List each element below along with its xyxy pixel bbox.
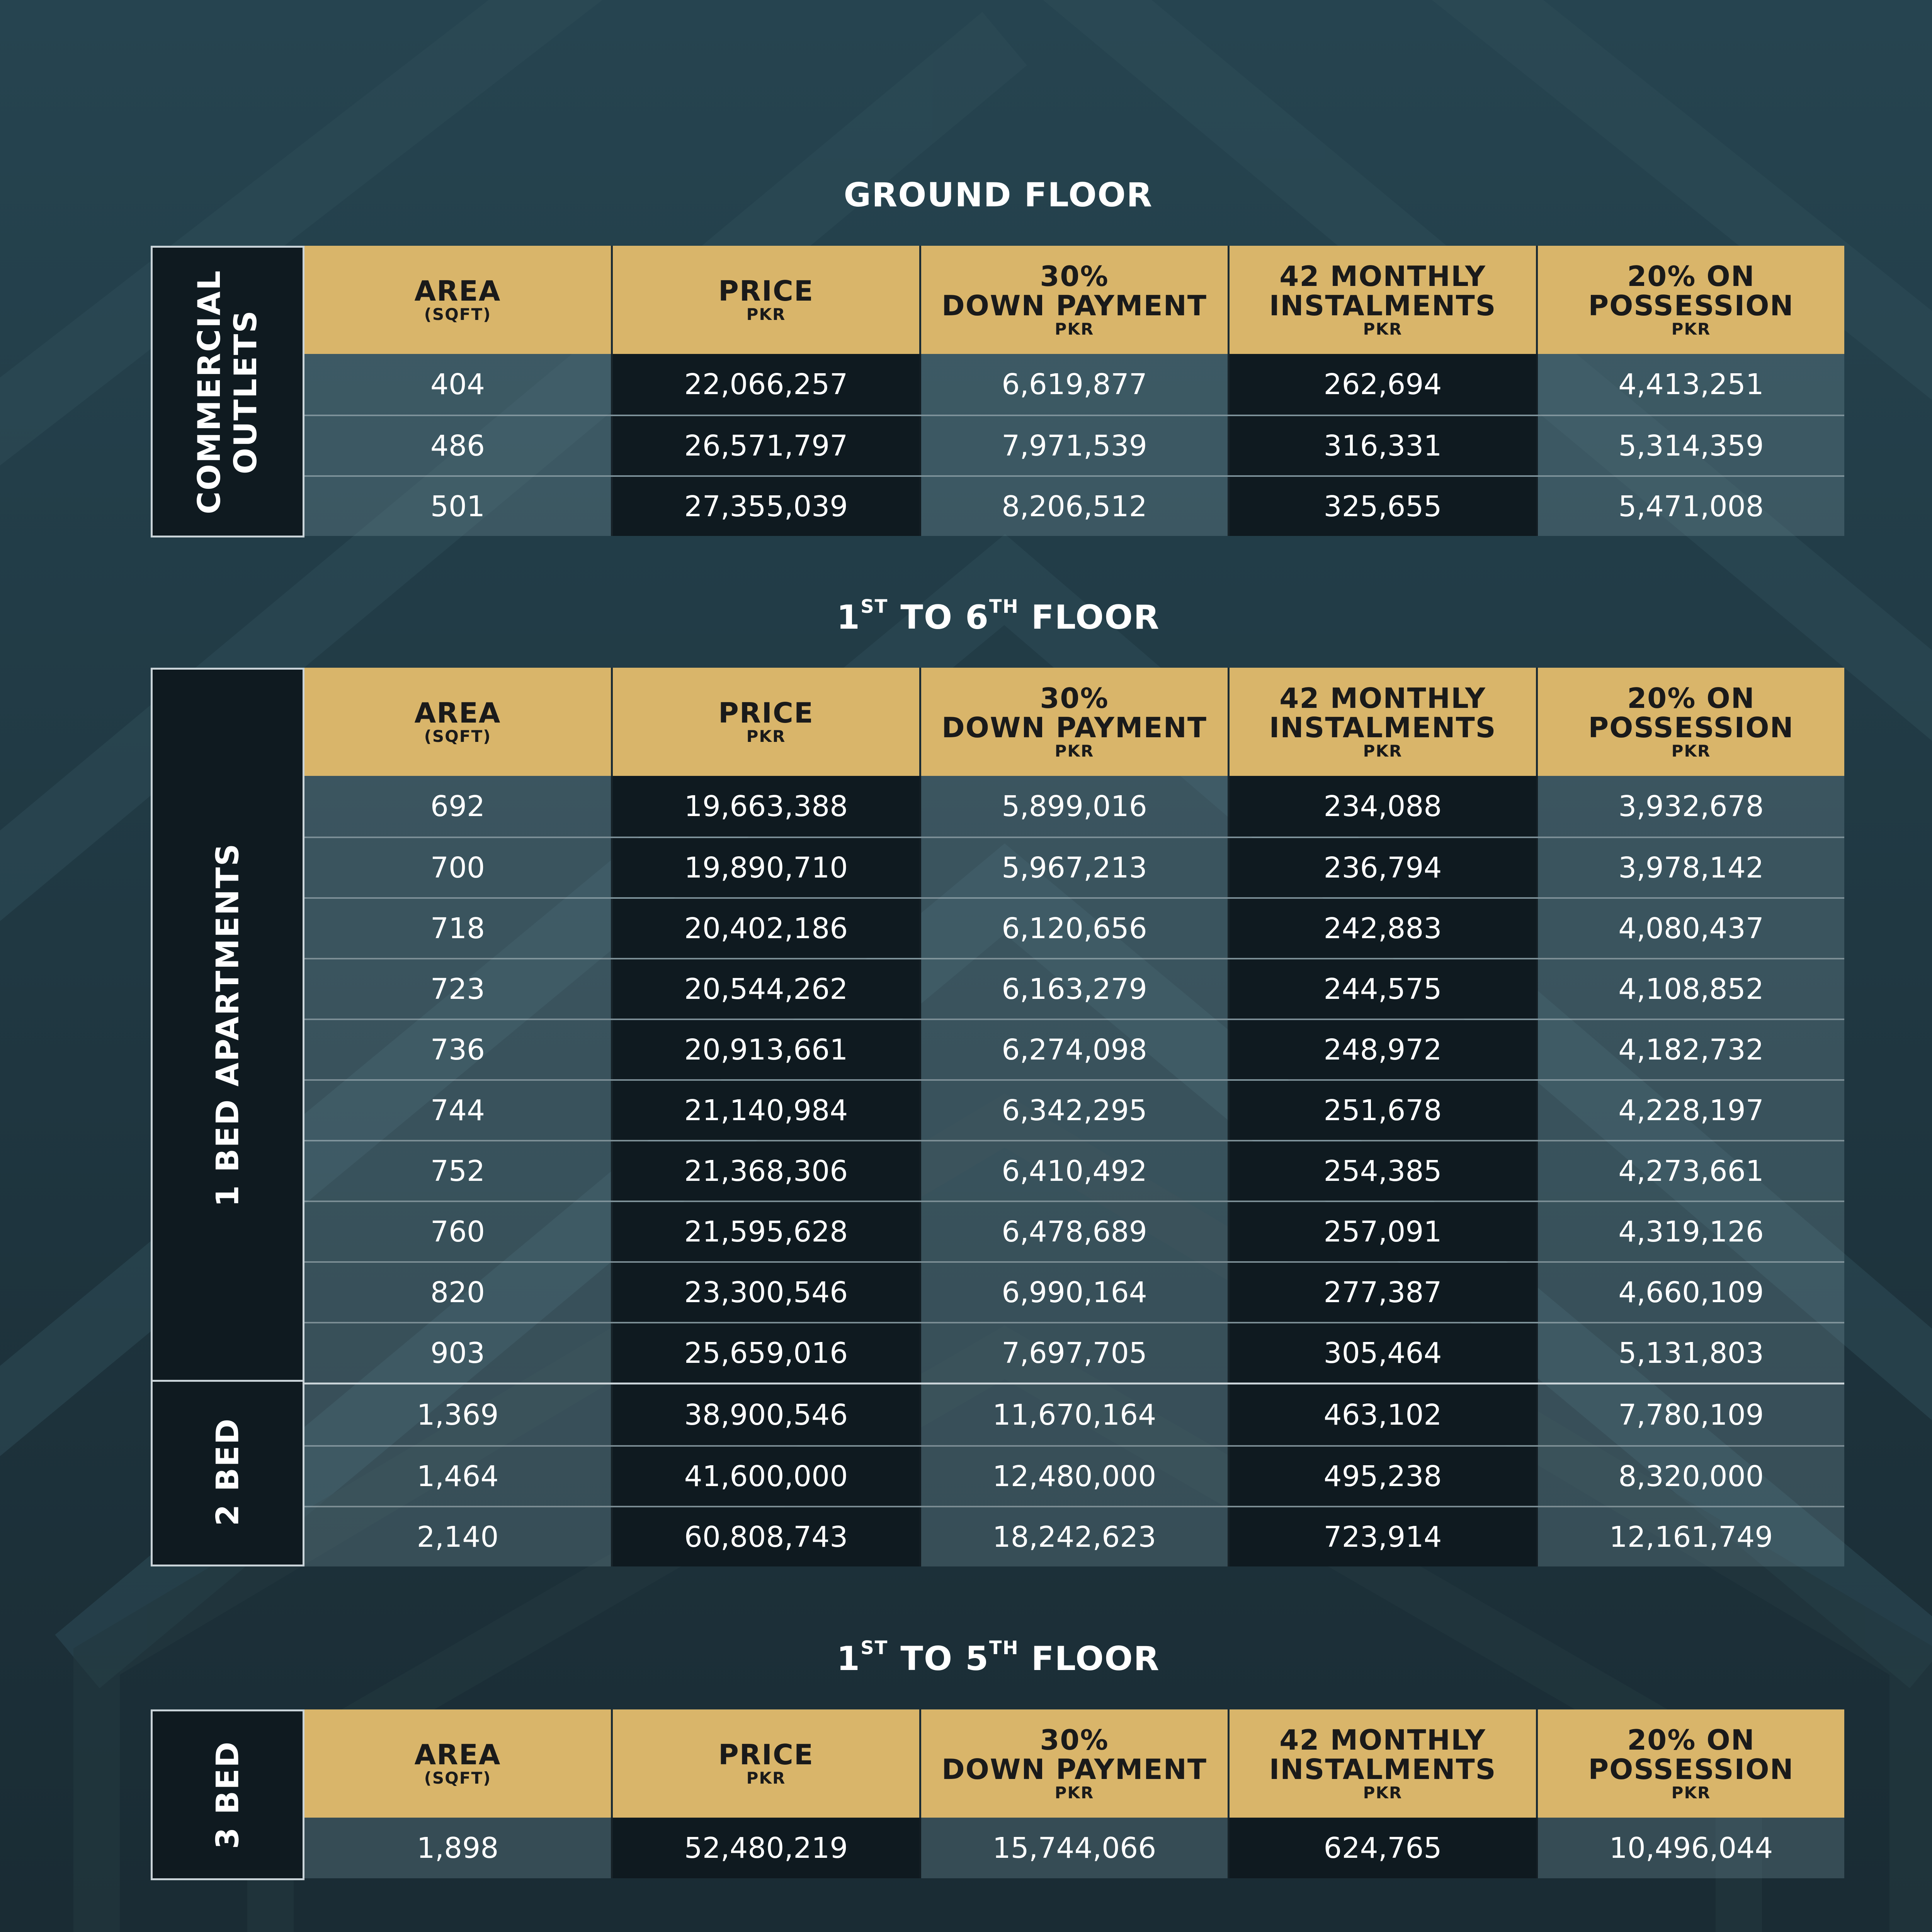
cell-price: 27,355,039 xyxy=(613,477,921,536)
cell-area: 736 xyxy=(304,1020,613,1079)
cell-price: 20,544,262 xyxy=(613,959,921,1019)
cell-monthly-instalment: 325,655 xyxy=(1230,477,1538,536)
cell-possession: 4,660,109 xyxy=(1538,1263,1844,1322)
cell-down-payment: 6,478,689 xyxy=(921,1202,1230,1261)
cell-area: 1,898 xyxy=(304,1818,613,1878)
header-possession: 20% ON POSSESSION PKR xyxy=(1538,668,1844,776)
cell-area: 486 xyxy=(304,416,613,475)
cell-area: 692 xyxy=(304,776,613,837)
cell-price: 23,300,546 xyxy=(613,1263,921,1322)
header-down-payment: 30% DOWN PAYMENT PKR xyxy=(921,246,1230,354)
floors-1-6-side-column xyxy=(151,668,304,1566)
table-row xyxy=(304,1506,1844,1566)
cell-monthly-instalment: 242,883 xyxy=(1230,899,1538,958)
cell-price: 41,600,000 xyxy=(613,1447,921,1506)
cell-monthly-instalment: 251,678 xyxy=(1230,1081,1538,1140)
table-row xyxy=(304,897,1844,958)
cell-area: 1,464 xyxy=(304,1447,613,1506)
table-row xyxy=(304,1019,1844,1079)
cell-price: 21,368,306 xyxy=(613,1141,921,1201)
table-row xyxy=(304,415,1844,475)
cell-possession: 4,182,732 xyxy=(1538,1020,1844,1079)
cell-area: 903 xyxy=(304,1323,613,1383)
cell-price: 20,913,661 xyxy=(613,1020,921,1079)
cell-price: 21,595,628 xyxy=(613,1202,921,1261)
header-area: AREA (SQFT) xyxy=(304,246,613,354)
cell-price: 38,900,546 xyxy=(613,1384,921,1445)
cell-down-payment: 7,697,705 xyxy=(921,1323,1230,1383)
three-bed-label: 3 BED xyxy=(209,1740,245,1849)
floors-1-5-title: 1ST TO 5TH FLOOR xyxy=(837,1637,1160,1678)
header-monthly-instalments: 42 MONTHLY INSTALMENTS PKR xyxy=(1230,246,1538,354)
cell-monthly-instalment: 277,387 xyxy=(1230,1263,1538,1322)
cell-area: 501 xyxy=(304,477,613,536)
table-row xyxy=(304,1140,1844,1201)
commercial-outlets-label: COMMERCIAL OUTLETS xyxy=(191,269,264,514)
header-down-payment: 30% DOWN PAYMENT PKR xyxy=(921,1709,1230,1818)
cell-monthly-instalment: 723,914 xyxy=(1230,1507,1538,1566)
header-monthly-instalments: 42 MONTHLY INSTALMENTS PKR xyxy=(1230,1709,1538,1818)
header-possession: 20% ON POSSESSION PKR xyxy=(1538,1709,1844,1818)
cell-monthly-instalment: 257,091 xyxy=(1230,1202,1538,1261)
header-monthly-instalments: 42 MONTHLY INSTALMENTS PKR xyxy=(1230,668,1538,776)
cell-possession: 4,108,852 xyxy=(1538,959,1844,1019)
cell-monthly-instalment: 262,694 xyxy=(1230,354,1538,415)
header-price: PRICE PKR xyxy=(613,246,921,354)
ground-side-column xyxy=(151,246,304,537)
ground-header-row xyxy=(304,246,1844,354)
cell-monthly-instalment: 495,238 xyxy=(1230,1447,1538,1506)
cell-down-payment: 8,206,512 xyxy=(921,477,1230,536)
table-row xyxy=(304,1322,1844,1383)
cell-monthly-instalment: 624,765 xyxy=(1230,1818,1538,1878)
cell-area: 723 xyxy=(304,959,613,1019)
cell-monthly-instalment: 254,385 xyxy=(1230,1141,1538,1201)
one-bed-apartments-label: 1 BED APARTMENTS xyxy=(209,842,245,1207)
cell-down-payment: 5,967,213 xyxy=(921,838,1230,897)
cell-down-payment: 6,619,877 xyxy=(921,354,1230,415)
table-row xyxy=(304,958,1844,1019)
cell-down-payment: 5,899,016 xyxy=(921,776,1230,837)
header-price: PRICE PKR xyxy=(613,1709,921,1818)
header-area: AREA (SQFT) xyxy=(304,1709,613,1818)
floors-1-5-side-column xyxy=(151,1709,304,1880)
cell-area: 404 xyxy=(304,354,613,415)
table-row xyxy=(304,1818,1844,1878)
floors-1-6-title: 1ST TO 6TH FLOOR xyxy=(837,596,1160,637)
cell-area: 744 xyxy=(304,1081,613,1140)
cell-possession: 4,228,197 xyxy=(1538,1081,1844,1140)
floors-1-5-header-row xyxy=(304,1709,1844,1818)
cell-price: 19,890,710 xyxy=(613,838,921,897)
cell-price: 26,571,797 xyxy=(613,416,921,475)
cell-down-payment: 6,120,656 xyxy=(921,899,1230,958)
cell-price: 19,663,388 xyxy=(613,776,921,837)
cell-area: 700 xyxy=(304,838,613,897)
floors-1-5-table xyxy=(151,1709,1844,1880)
ground-table-body xyxy=(304,354,1844,536)
cell-monthly-instalment: 236,794 xyxy=(1230,838,1538,897)
cell-price: 52,480,219 xyxy=(613,1818,921,1878)
cell-possession: 4,273,661 xyxy=(1538,1141,1844,1201)
cell-area: 2,140 xyxy=(304,1507,613,1566)
cell-monthly-instalment: 234,088 xyxy=(1230,776,1538,837)
floors-1-6-table xyxy=(151,668,1844,1566)
cell-possession: 3,932,678 xyxy=(1538,776,1844,837)
header-area: AREA (SQFT) xyxy=(304,668,613,776)
cell-monthly-instalment: 305,464 xyxy=(1230,1323,1538,1383)
table-row xyxy=(304,1261,1844,1322)
cell-down-payment: 11,670,164 xyxy=(921,1384,1230,1445)
cell-down-payment: 15,744,066 xyxy=(921,1818,1230,1878)
table-row xyxy=(304,1201,1844,1261)
cell-possession: 5,314,359 xyxy=(1538,416,1844,475)
cell-monthly-instalment: 244,575 xyxy=(1230,959,1538,1019)
cell-area: 752 xyxy=(304,1141,613,1201)
cell-down-payment: 6,990,164 xyxy=(921,1263,1230,1322)
two-bed-label: 2 BED xyxy=(209,1417,245,1526)
cell-possession: 12,161,749 xyxy=(1538,1507,1844,1566)
cell-area: 760 xyxy=(304,1202,613,1261)
cell-possession: 10,496,044 xyxy=(1538,1818,1844,1878)
cell-price: 20,402,186 xyxy=(613,899,921,958)
cell-area: 718 xyxy=(304,899,613,958)
cell-down-payment: 6,163,279 xyxy=(921,959,1230,1019)
cell-down-payment: 7,971,539 xyxy=(921,416,1230,475)
cell-monthly-instalment: 463,102 xyxy=(1230,1384,1538,1445)
table-row xyxy=(304,1445,1844,1506)
cell-area: 820 xyxy=(304,1263,613,1322)
floors-1-6-header-row xyxy=(304,668,1844,776)
table-row xyxy=(304,837,1844,897)
cell-possession: 4,319,126 xyxy=(1538,1202,1844,1261)
cell-possession: 4,080,437 xyxy=(1538,899,1844,958)
header-price: PRICE PKR xyxy=(613,668,921,776)
cell-down-payment: 6,274,098 xyxy=(921,1020,1230,1079)
cell-price: 60,808,743 xyxy=(613,1507,921,1566)
ground-floor-title: GROUND FLOOR xyxy=(844,176,1153,214)
cell-possession: 7,780,109 xyxy=(1538,1384,1844,1445)
ground-floor-table xyxy=(151,246,1844,537)
header-possession: 20% ON POSSESSION PKR xyxy=(1538,246,1844,354)
cell-price: 22,066,257 xyxy=(613,354,921,415)
table-row xyxy=(304,475,1844,536)
cell-monthly-instalment: 316,331 xyxy=(1230,416,1538,475)
two-bed-table-body xyxy=(304,1383,1844,1566)
cell-possession: 5,471,008 xyxy=(1538,477,1844,536)
cell-down-payment: 12,480,000 xyxy=(921,1447,1230,1506)
table-row xyxy=(304,776,1844,837)
table-row xyxy=(304,1384,1844,1445)
header-down-payment: 30% DOWN PAYMENT PKR xyxy=(921,668,1230,776)
cell-possession: 3,978,142 xyxy=(1538,838,1844,897)
cell-price: 21,140,984 xyxy=(613,1081,921,1140)
one-bed-table-body xyxy=(304,776,1844,1383)
cell-price: 25,659,016 xyxy=(613,1323,921,1383)
three-bed-table-body xyxy=(304,1818,1844,1878)
table-row xyxy=(304,1079,1844,1140)
cell-possession: 8,320,000 xyxy=(1538,1447,1844,1506)
table-row xyxy=(304,354,1844,415)
cell-possession: 5,131,803 xyxy=(1538,1323,1844,1383)
cell-monthly-instalment: 248,972 xyxy=(1230,1020,1538,1079)
cell-down-payment: 6,342,295 xyxy=(921,1081,1230,1140)
cell-down-payment: 18,242,623 xyxy=(921,1507,1230,1566)
cell-down-payment: 6,410,492 xyxy=(921,1141,1230,1201)
cell-area: 1,369 xyxy=(304,1384,613,1445)
cell-possession: 4,413,251 xyxy=(1538,354,1844,415)
